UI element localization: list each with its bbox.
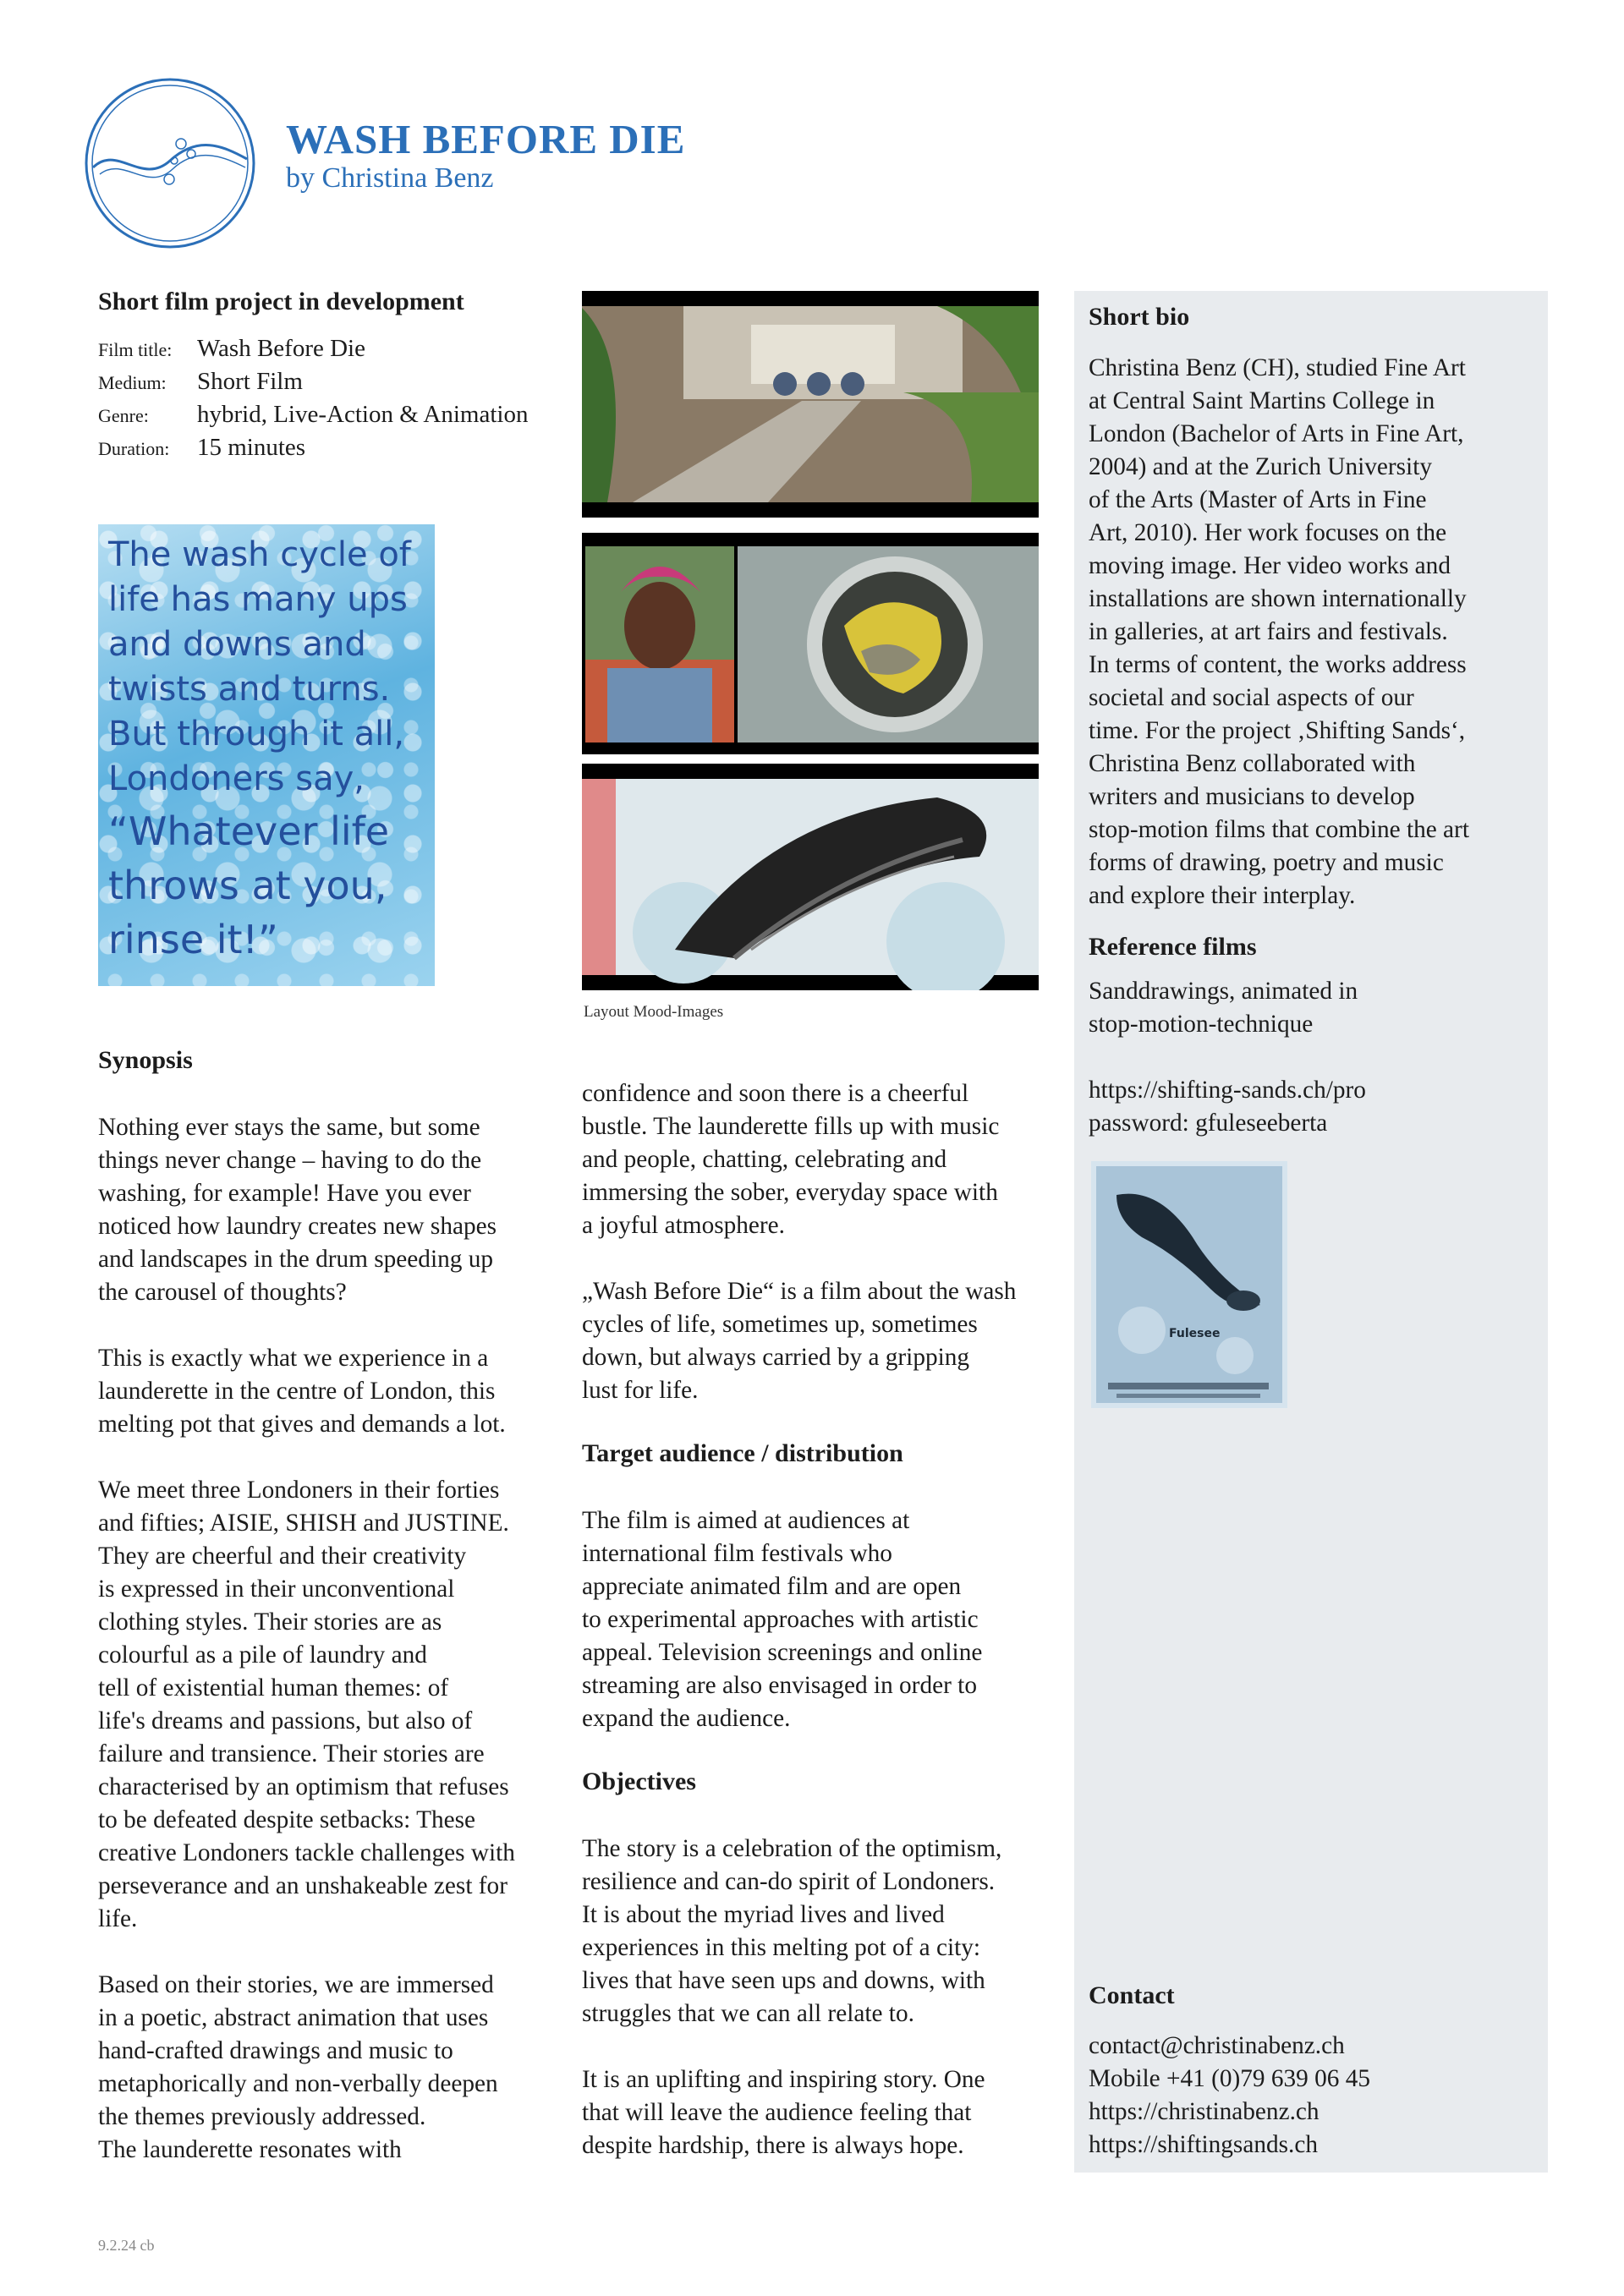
quote-text-saying: “Whatever life throws at you, rinse it!” bbox=[108, 808, 390, 962]
meta-medium: Medium: Short Film bbox=[98, 368, 303, 395]
objectives-heading: Objectives bbox=[582, 1767, 696, 1795]
bio-text: Christina Benz (CH), studied Fine Art at Central Saint Martins College in London (Bachelor of Arts in Fine Art, 2004) and at the Zurich University of the Arts (Master of Arts in Fine Art, 2010). Her work focuses on the moving image. Her video works and installations are shown internationally in galleries, at art fairs and festivals. In terms of content, the works address societal and social aspects of our time. For the project ‚Shifting Sands‘, Christina Benz collaborated with writers and musicians to develop stop-motion films that combine the art forms of drawing, poetry and music and explore their interplay. bbox=[1089, 354, 1469, 909]
woman-portrait-image bbox=[585, 546, 734, 743]
objectives-paragraph-1: The story is a celebration of the optimism, resilience and can-do spirit of Londoners. It is about the myriad lives and lived experiences in this melting pot of a city: lives that have seen ups and downs, with struggles that we can all relate to. bbox=[582, 1835, 1002, 2027]
project-heading: Short film project in development bbox=[98, 288, 464, 315]
synopsis-paragraph-2: This is exactly what we experience in a launderette in the centre of London, this melting pot that gives and demands a lot. bbox=[98, 1345, 506, 1438]
synopsis-paragraph-3: We meet three Londoners in their forties and fifties; AISIE, SHISH and JUSTINE. They are cheerful and their creativity is expressed in their unconventional clothing styles. Their stories are as colourful as a pile of laundry and tell of existential human themes: of life's dreams and passions, but also of failure and transience. Their stories are characterised by an optimism that refuses to be defeated despite setbacks: These creative Londoners tackle challenges with perseverance and an unshakeable zest for life. bbox=[98, 1477, 515, 1932]
contact-website-link[interactable]: https://christinabenz.ch bbox=[1089, 2098, 1320, 2125]
meta-film-title: Film title: Wash Before Die bbox=[98, 335, 365, 362]
footer-date: 9.2.24 cb bbox=[98, 2237, 155, 2254]
contact-email-link[interactable]: contact@christinabenz.ch bbox=[1089, 2032, 1345, 2059]
document-title: WASH BEFORE DIE bbox=[286, 116, 686, 162]
bird-wing-drawing-image bbox=[582, 764, 1039, 990]
synopsis-paragraph-5: confidence and soon there is a cheerful bustle. The launderette fills up with music and people, chatting, celebrating and immersing the sober, everyday space with a joyful atmosphere. bbox=[582, 1080, 1000, 1239]
mood-images-caption: Layout Mood-Images bbox=[584, 1003, 724, 1021]
author-byline: by Christina Benz bbox=[286, 162, 494, 194]
objectives-paragraph-2: It is an uplifting and inspiring story. One that will leave the audience feeling that despite hardship, there is always hope. bbox=[582, 2066, 985, 2159]
wave-bubbles-logo-icon bbox=[83, 76, 257, 250]
target-audience-heading: Target audience / distribution bbox=[582, 1439, 903, 1467]
contact-mobile: Mobile +41 (0)79 639 06 45 bbox=[1089, 2065, 1371, 2092]
synopsis-paragraph-6: „Wash Before Die“ is a film about the wash cycles of life, sometimes up, sometimes down, but always carried by a gripping lust for life. bbox=[582, 1278, 1017, 1404]
contact-website-link-2[interactable]: https://shiftingsands.ch bbox=[1089, 2131, 1318, 2158]
reference-films-heading: Reference films bbox=[1089, 933, 1257, 961]
reference-password: password: gfuleseeberta bbox=[1089, 1110, 1328, 1137]
target-audience-text: The film is aimed at audiences at international film festivals who appreciate animated film and are open to experimental approaches with artistic appeal. Television screenings and online streaming are also envisaged in order to expand the audience. bbox=[582, 1507, 983, 1732]
contact-heading: Contact bbox=[1089, 1981, 1175, 2009]
fulesee-poster-image bbox=[1091, 1161, 1287, 1408]
reference-films-text: Sanddrawings, animated in stop-motion-technique bbox=[1089, 978, 1358, 1038]
meta-duration: Duration: 15 minutes bbox=[98, 434, 306, 461]
synopsis-paragraph-4: Based on their stories, we are immersed in a poetic, abstract animation that uses hand-crafted drawings and music to metaphorically and non-verbally deepen the themes previously addressed. The launderette resonates with bbox=[98, 1971, 498, 2163]
poster-title: Fulesee bbox=[1169, 1327, 1221, 1340]
synopsis-heading: Synopsis bbox=[98, 1046, 193, 1074]
synopsis-paragraph-1: Nothing ever stays the same, but some things never change – having to do the washing, for example! Have you ever noticed how laundry creates new shapes and landscapes in the drum speeding up the carousel of thoughts? bbox=[98, 1114, 497, 1306]
launderette-interior-image bbox=[582, 291, 1039, 518]
meta-genre: Genre: hybrid, Live-Action & Animation bbox=[98, 401, 529, 428]
quote-text-intro: The wash cycle of life has many ups and downs and twists and turns. But through it all, Londoners say, bbox=[108, 535, 411, 798]
bio-heading: Short bio bbox=[1089, 303, 1190, 331]
reference-url-link[interactable]: https://shifting-sands.ch/pro bbox=[1089, 1077, 1366, 1104]
washing-machine-drum-image bbox=[738, 546, 1039, 743]
quote-box bbox=[98, 524, 435, 986]
mood-image-strip bbox=[582, 533, 1039, 754]
